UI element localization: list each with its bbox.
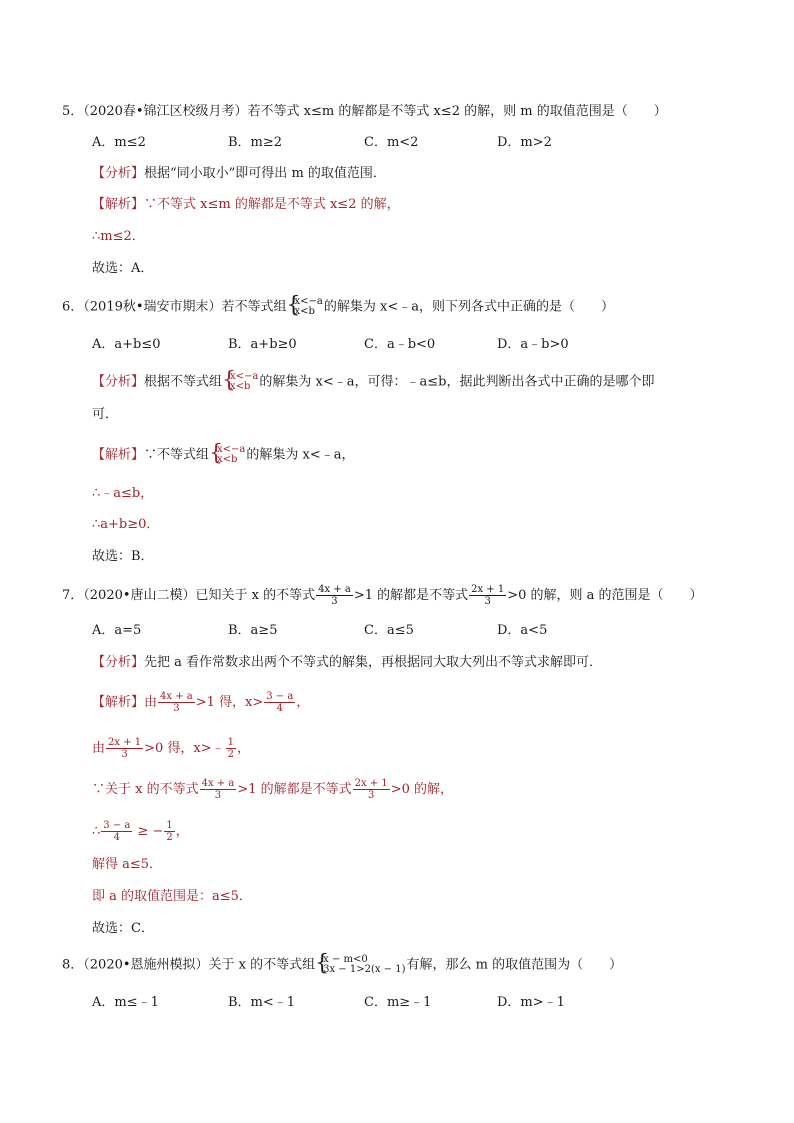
q5-option-b: B．m≥2 [228, 135, 283, 150]
fraction: $\frac{2x + 1}{3}$ [471, 584, 505, 607]
q7-analysis: 【分析】先把 a 看作常数求出两个不等式的解集，再根据同大取大列出不等式求解即可． [92, 655, 603, 670]
q6-option-c: C．a﹣b<0 [364, 337, 436, 352]
fraction: $\frac{2x + 1}{3}$ [354, 778, 388, 801]
q7-option-d: D．a<5 [497, 623, 548, 638]
q7-solution-line-3: ∵关于 x 的不等式 $\frac{4x + a}{3}$ >1 的解都是不等式 $\frac{2x + 1}{3}$ >0 的解， [92, 778, 454, 801]
q8-option-c: C．m≥﹣1 [364, 995, 432, 1010]
fraction: $\frac{4x + a}{3}$ [160, 691, 193, 714]
inequality-system: { x − m<0 3x − 1>2(x − 1) [316, 955, 405, 975]
q7-option-b: B．a≥5 [228, 623, 278, 638]
q5-option-c: C．m<2 [364, 135, 419, 150]
q8-option-b: B．m<﹣1 [228, 995, 296, 1010]
q7-option-c: C．a≤5 [364, 623, 414, 638]
fraction: $\frac{4x + a}{3}$ [201, 778, 235, 801]
inequality-system: { x<−a x<b [223, 372, 258, 392]
q5-analysis [92, 165, 386, 183]
q7-option-a: A．a=5 [92, 623, 142, 638]
q8-option-a: A．m≤﹣1 [92, 995, 159, 1010]
q5-answer: 故选：A． [92, 261, 154, 276]
analysis-text: 根据“同小取小”即可得出 m 的取值范围． [144, 166, 386, 181]
q7-answer: 故选：C． [92, 921, 154, 936]
q6-option-d: D．a﹣b>0 [497, 337, 569, 352]
q7-solution-line-4: ∴ $\frac{3 - a}{4}$ ≥ − $\frac{1}{2}$ ， [92, 820, 189, 843]
fraction: $\frac{3 - a}{4}$ [266, 691, 294, 714]
q5-solution-line-1: 【解析】∵不等式 x≤m 的解都是不等式 x≤2 的解， [92, 197, 400, 212]
q5-option-a: A．m≤2 [92, 135, 146, 150]
q6-option-b: B．a+b≥0 [228, 337, 297, 352]
fraction: $\frac{3 - a}{4}$ [103, 820, 131, 843]
q6-option-a: A．a+b≤0 [92, 337, 161, 352]
q7-solution-line-1: 【解析】由 $\frac{4x + a}{3}$ >1 得，x> $\frac{3 - a}{4}$ ， [92, 691, 310, 714]
fraction: $\frac{1}{2}$ [227, 737, 235, 760]
q6-analysis-cont: 可． [92, 407, 119, 422]
inequality-system: { x<−a x<b [210, 445, 245, 465]
question-8-stem: 8．（2020•恩施州模拟）关于 x 的不等式组 { x − m<0 3x − 1>2(x − 1) 有解，那么 m 的取值范围为（ ） [62, 955, 622, 975]
fraction: $\frac{1}{2}$ [166, 820, 173, 843]
q6-solution-line-2: ∴﹣a≤b， [92, 486, 154, 501]
q7-solution-line-6: 即 a 的取值范围是：a≤5． [92, 889, 252, 904]
q6-solution-line-1: 【解析】∵不等式组 { x<−a x<b 的解集为 x<﹣a， [92, 445, 355, 465]
q6-analysis: 【分析】根据不等式组 { x<−a x<b 的解集为 x<﹣a，可得：﹣a≤b，据此判断出各式中正确的是哪个即 [92, 372, 654, 392]
q7-solution-line-5: 解得 a≤5． [92, 857, 163, 872]
q7-solution-line-2: 由 $\frac{2x + 1}{3}$ >0 得，x>﹣ $\frac{1}{2}$ ， [92, 737, 251, 760]
question-6-stem: 6．（2019秋•瑞安市期末）若不等式组 { x<−a x<b 的解集为 x<﹣a，则下列各式中正确的是（ ） [62, 297, 614, 317]
solution-tag: 【解析】 [92, 197, 145, 212]
q8-option-d: D．m>﹣1 [497, 995, 565, 1010]
fraction: $\frac{2x + 1}{3}$ [108, 737, 142, 760]
question-7-stem: 7．（2020•唐山二模）已知关于 x 的不等式 $\frac{4x + a}{3}$ >1 的解都是不等式 $\frac{2x + 1}{3}$ >0 的解，则 a 的范围是（ ） [62, 584, 703, 607]
fraction: $\frac{4x + a}{3}$ [318, 584, 351, 607]
analysis-tag: 【分析】 [92, 166, 145, 181]
inequality-system: { x<−a x<b [288, 297, 323, 317]
question-5-stem: 5．（2020春•锦江区校级月考）若不等式 x≤m 的解都是不等式 x≤2 的解，则 m 的取值范围是（ ） [62, 104, 667, 119]
q5-solution-line-2: ∴m≤2． [92, 229, 145, 244]
q6-answer: 故选：B． [92, 549, 154, 564]
q5-option-d: D．m>2 [497, 135, 552, 150]
q6-solution-line-3: ∴a+b≥0． [92, 517, 160, 532]
